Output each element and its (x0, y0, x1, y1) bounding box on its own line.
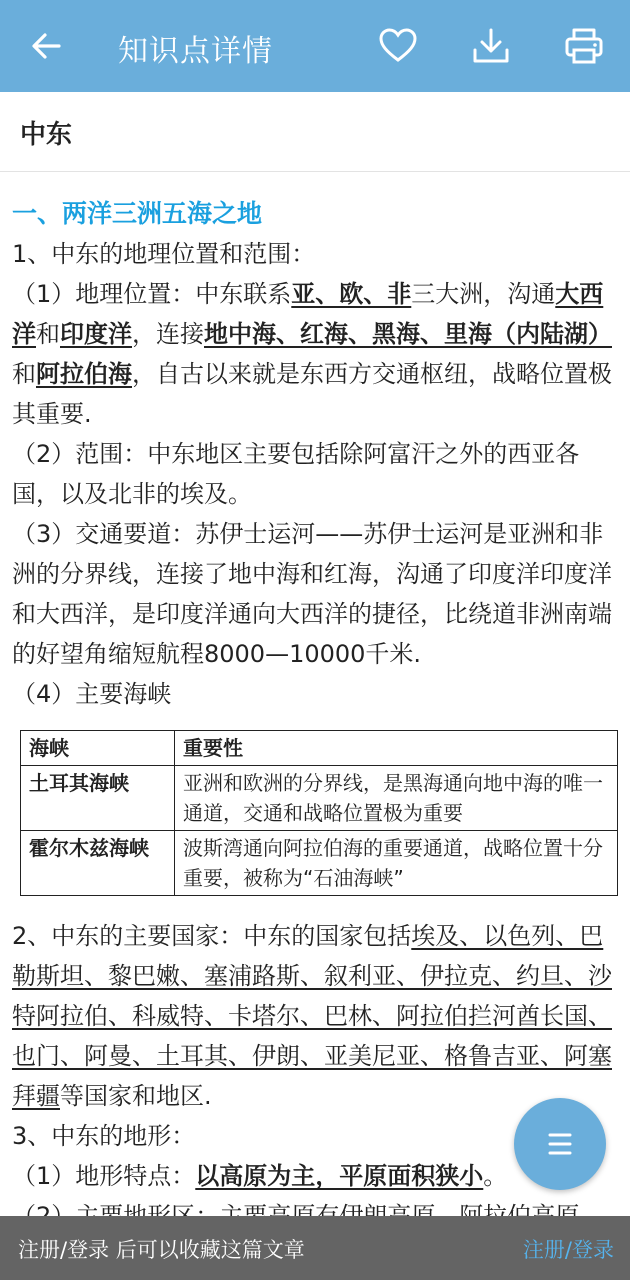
text-run: ，连接 (132, 320, 204, 348)
key-term: 以高原为主，平原面积狭小 (195, 1162, 484, 1190)
favorite-button[interactable] (374, 22, 422, 70)
menu-icon (545, 1129, 575, 1159)
article-content (12, 194, 620, 1236)
app-bar (0, 0, 630, 92)
text-run: 。 (483, 1162, 508, 1190)
menu-fab-button[interactable] (514, 1098, 606, 1190)
topic-title: 中东 (20, 120, 73, 150)
heart-icon (378, 26, 418, 66)
page-title: 知识点详情 (118, 34, 273, 69)
text-run: 2、中东的主要国家：中东的国家包括 (12, 922, 412, 950)
back-button[interactable] (22, 22, 70, 70)
text-run: （1）地形特点： (12, 1162, 196, 1190)
paragraph-6 (12, 916, 620, 1116)
paragraph-5: （4）主要海峡 (12, 680, 172, 708)
text-run: （1）地理位置：中东联系 (12, 280, 292, 308)
table-header-cell: 海峡 (21, 731, 175, 766)
strait-table (20, 730, 618, 896)
print-button[interactable] (560, 22, 608, 70)
back-arrow-icon (29, 29, 63, 63)
download-button[interactable] (467, 22, 515, 70)
topic-header (0, 92, 630, 172)
country-list: 埃及、以色列、巴勒斯坦、黎巴嫩、塞浦路斯、叙利亚、伊拉克、约旦、沙特阿拉伯、科威特、卡塔尔、巴林、阿拉伯拦河酋长国、也门、阿曼、土耳其、伊朗、亚美尼亚、格鲁吉亚、阿塞拜疆 (12, 922, 612, 1110)
print-icon (564, 26, 604, 66)
table-cell: 波斯湾通向阿拉伯海的重要通道，战略位置十分重要，被称为“石油海峡” (175, 831, 618, 896)
text-run: 三大洲，沟通 (411, 280, 556, 308)
strait-table-wrapper (12, 726, 620, 900)
table-cell: 亚洲和欧洲的分界线，是黑海通向地中海的唯一通道，交通和战略位置极为重要 (175, 766, 618, 831)
key-term: 地中海、红海、黑海、里海（内陆湖） (204, 320, 612, 348)
paragraph-7: 3、中东的地形： (12, 1122, 196, 1150)
paragraph-1: 1、中东的地理位置和范围： (12, 240, 316, 268)
text-run: ，自古以来就是东西方交通枢纽，战略位置极其重要. (12, 360, 612, 428)
table-header-cell: 重要性 (175, 731, 618, 766)
text-run: 和 (12, 360, 36, 388)
key-term: 印度洋 (60, 320, 132, 348)
table-cell: 土耳其海峡 (21, 766, 175, 831)
table-cell: 霍尔木兹海峡 (21, 831, 175, 896)
login-link[interactable]: 注册/登录 (522, 1238, 614, 1262)
login-prompt-bar (0, 1216, 630, 1280)
table-header-row (21, 731, 618, 766)
key-term: 亚、欧、非 (291, 280, 412, 308)
text-run: 和 (36, 320, 60, 348)
section-title: 一、两洋三洲五海之地 (12, 199, 263, 228)
table-row (21, 766, 618, 831)
paragraph-3: （2）范围：中东地区主要包括除阿富汗之外的西亚各国，以及北非的埃及。 (12, 440, 580, 508)
key-term: 大西洋 (12, 280, 604, 348)
key-term: 阿拉伯海 (36, 360, 132, 388)
download-icon (471, 26, 511, 66)
paragraph-2 (12, 274, 620, 434)
login-prompt-text: 注册/登录 后可以收藏这篇文章 (18, 1238, 305, 1262)
text-run: 等国家和地区. (60, 1082, 212, 1110)
table-row (21, 831, 618, 896)
paragraph-4: （3）交通要道：苏伊士运河——苏伊士运河是亚洲和非洲的分界线，连接了地中海和红海，沟通了印度洋印度洋和大西洋，是印度洋通向大西洋的捷径，比绕道非洲南端的好望角缩短航程8000—10000千米. (12, 520, 612, 668)
